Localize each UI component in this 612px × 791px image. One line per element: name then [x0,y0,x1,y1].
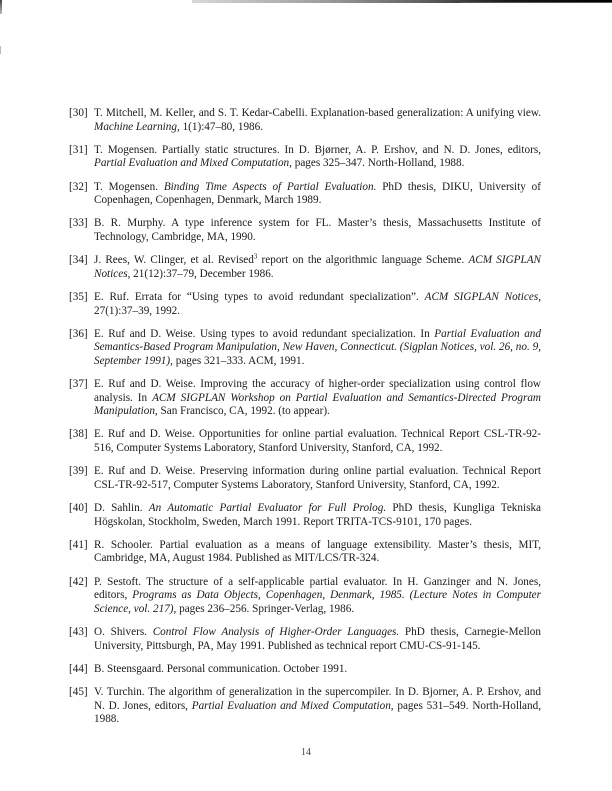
reference-text-segment: , pages 321–333. ACM, 1991. [170,354,305,367]
reference-number: [45] [69,685,88,698]
reference-entry [69,539,541,566]
reference-number: [37] [69,378,88,391]
reference-text-segment: , 27(1):37–39, 1992. [94,290,541,317]
reference-number: [32] [69,180,88,193]
reference-text-segment: O. Shivers. [94,625,153,638]
reference-text [94,181,541,207]
reference-entry [69,576,541,617]
reference-title-italic: An Automatic Partial Evaluator for Full Prolog. [148,502,387,514]
reference-number: [35] [69,290,88,303]
scan-edge-artifact-left-mark [0,46,1,54]
reference-text-segment: T. Mogensen. [94,180,164,193]
reference-entry [69,217,541,244]
reference-text-segment: V. Turchin. The algorithm of generalization in the supercompiler. In D. Bjorner, A. P. Ershov, and N. D. Jones, editors, [94,685,541,712]
reference-text-segment: E. Ruf and D. Weise. Preserving information during online partial evaluation. Technical Report CSL-TR-92-517, Computer Systems Laboratory, Stanford University, Stanford, CA, 1992. [94,465,541,491]
reference-entry [69,465,541,492]
reference-title-italic: Partial Evaluation and Mixed Computation [94,157,290,170]
reference-entry [69,626,541,653]
reference-entry [69,686,541,727]
reference-text [94,378,541,417]
reference-title-italic: Machine Learning [94,120,177,133]
reference-number: [38] [69,428,88,441]
reference-entry [69,254,541,281]
reference-text-segment: T. Mogensen. Partially static structures. In D. Bjørner, A. P. Ershov, and N. D. Jones, editors, [94,143,541,156]
reference-number: [31] [69,143,88,156]
reference-list [69,107,541,736]
page-number: 14 [301,747,311,758]
reference-text-segment: J. Rees, W. Clinger, et al. Revised [94,254,254,267]
reference-number: [44] [69,662,88,675]
reference-entry [69,378,541,419]
reference-text [94,539,541,565]
reference-text-segment: B. R. Murphy. A type inference system for FL. Master’s thesis, Massachusetts Institute of Technology, Cambridge, MA, 1990. [94,217,541,243]
reference-text [94,502,541,528]
reference-number: [33] [69,217,88,230]
reference-text [94,576,541,615]
reference-text-segment: , pages 236–256. Springer-Verlag, 1986. [173,602,355,615]
reference-number: [30] [69,107,88,119]
reference-number: [40] [69,502,88,514]
reference-number: [42] [69,575,88,588]
reference-text-segment: , pages 531–549. North-Holland, 1988. [94,699,541,726]
reference-text-segment: T. Mitchell, M. Keller, and S. T. Kedar-Cabelli. Explanation-based generalization: A unifying view. [94,107,541,119]
reference-text [94,663,347,675]
reference-text-segment: PhD thesis, Carnegie-Mellon University, Pittsburgh, PA, May 1991. Published as technical report CMU-CS-91-145. [94,625,541,652]
reference-text-segment: , 21(12):37–79, December 1986. [127,267,274,280]
reference-title-italic: ACM SIGPLAN Notices [94,254,541,280]
reference-text-segment: , 1(1):47–80, 1986. [176,120,264,133]
reference-text [94,465,541,491]
reference-text-segment: E. Ruf and D. Weise. Opportunities for online partial evaluation. Technical Report CSL-TR-92-516, Computer Systems Laboratory, Stanford University, Stanford, CA, 1992. [94,428,541,455]
reference-title-italic: Control Flow Analysis of Higher-Order Languages. [152,625,400,638]
reference-text-segment: B. Steensgaard. Personal communication. October 1991. [94,662,348,675]
reference-title-italic: ACM SIGPLAN Notices [424,290,539,303]
reference-title-italic: ACM SIGPLAN Workshop on Partial Evaluation and Semantics-Directed Program Manipulation [94,391,541,418]
scan-edge-artifact-left [0,0,2,14]
reference-text [94,144,541,170]
reference-text-segment: E. Ruf and D. Weise. Improving the accuracy of higher-order specialization using control flow analysis. In [94,378,541,404]
reference-number: [36] [69,327,88,340]
scan-edge-artifact-top-line [460,2,612,3]
reference-text [94,428,541,454]
reference-title-italic: Partial Evaluation and Mixed Computation [191,699,391,712]
reference-text-segment: R. Schooler. Partial evaluation as a means of language extensibility. Master’s thesis, MIT, Cambridge, MA, August 1984. Published as MIT/LCS/TR-324. [94,538,541,565]
reference-entry [69,663,541,677]
reference-text-segment: E. Ruf. Errata for “Using types to avoid redundant specialization”. [94,290,425,303]
reference-text-segment: report on the algorithmic language Scheme. [257,254,469,267]
reference-text [94,217,541,243]
reference-text-segment: P. Sestoft. The structure of a self-applicable partial evaluator. In H. Ganzinger and N. Jones, editors, [94,575,541,602]
reference-entry [69,502,541,529]
reference-number: [34] [69,254,88,267]
reference-entry [69,428,541,455]
reference-title-italic: Partial Evaluation and Semantics-Based Program Manipulation, New Haven, Connecticut. (Sigplan Notices, vol. 26, no. 9, September 1991) [94,327,541,367]
reference-text-segment: PhD thesis, DIKU, University of Copenhagen, Copenhagen, Denmark, March 1989. [94,180,541,207]
reference-title-italic: Binding Time Aspects of Partial Evaluation. [163,180,377,193]
superscript: 3 [253,252,258,261]
reference-text-segment: PhD thesis, Kungliga Tekniska Högskolan, Stockholm, Sweden, March 1991. Report TRITA-TCS-9101, 170 pages. [94,502,542,528]
reference-text [94,328,541,367]
reference-number: [39] [69,465,88,478]
reference-number: [41] [69,538,88,551]
reference-entry [69,181,541,208]
reference-entry [69,144,541,171]
reference-title-italic: Programs as Data Objects, Copenhagen, Denmark, 1985. (Lecture Notes in Computer Science, vol. 217) [94,589,542,615]
reference-text-segment: , pages 325–347. North-Holland, 1988. [289,157,465,170]
reference-text-segment: , San Francisco, CA, 1992. (to appear). [154,405,330,418]
reference-entry [69,328,541,369]
reference-text [94,626,541,652]
reference-text [94,254,541,280]
reference-entry [69,107,541,134]
reference-text-segment: D. Sahlin. [94,502,149,514]
reference-text [94,291,541,317]
reference-number: [43] [69,625,88,638]
reference-text [94,686,541,725]
reference-entry [69,291,541,318]
reference-text [94,107,541,133]
reference-text-segment: E. Ruf and D. Weise. Using types to avoid redundant specialization. In [94,327,435,340]
